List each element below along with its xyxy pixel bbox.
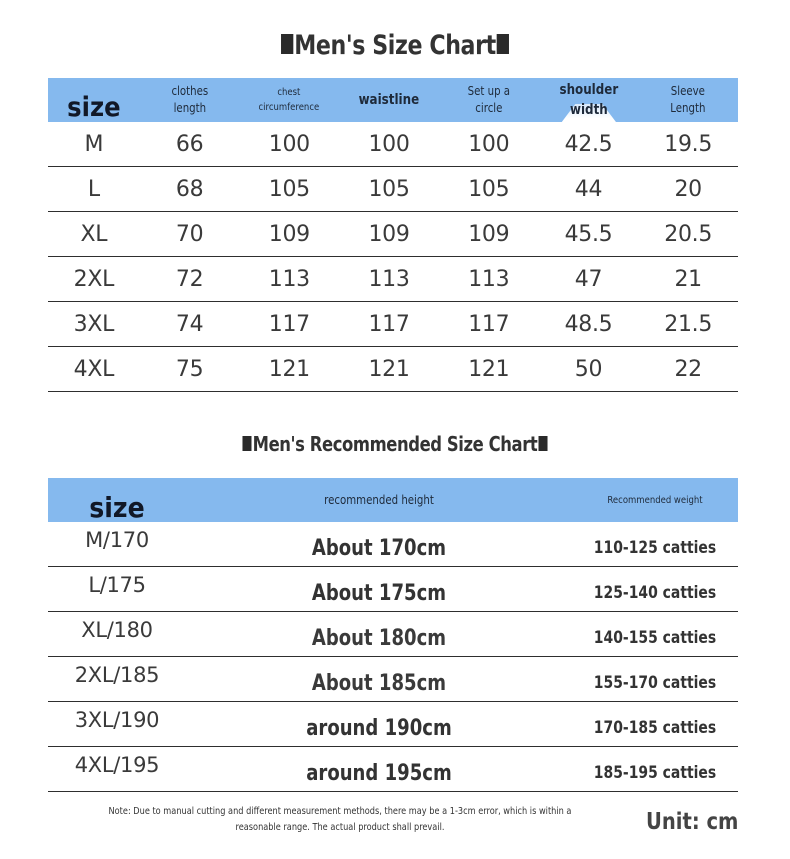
header-shoulder-line1: shoulder [559, 82, 618, 98]
cell-waistline: 121 [368, 356, 410, 382]
cell-size: M [84, 131, 104, 157]
table-row [48, 347, 738, 392]
table-row [48, 167, 738, 212]
cell-set-up-circle: 113 [468, 266, 510, 292]
cell-clothes-length: 70 [175, 221, 204, 247]
height-highlight [312, 626, 446, 651]
cell-size: 3XL [73, 311, 115, 337]
height-highlight [312, 671, 446, 696]
cell-set-up-circle: 117 [468, 311, 510, 337]
cell-chest: 117 [268, 311, 310, 337]
cell-set-up-circle: 121 [468, 356, 510, 382]
height-highlight [312, 581, 446, 606]
size-table-header [48, 78, 738, 122]
table-row [48, 612, 738, 657]
recommended-table-header [48, 478, 738, 522]
cell-weight-text: 170-185 catties [593, 718, 717, 738]
table-row [48, 567, 738, 612]
size-table [48, 78, 738, 392]
header-recommended-weight: Recommended weight [607, 494, 703, 506]
cell-chest: 121 [268, 356, 310, 382]
cell-sleeve: 21 [674, 266, 702, 292]
cell-size: L [87, 176, 100, 202]
cell-height-text: around 190cm [306, 715, 452, 741]
header-clothes-length [147, 83, 232, 117]
height-highlight [306, 716, 451, 741]
table-row [48, 747, 738, 792]
cell-size: L/175 [88, 573, 146, 597]
size-chart-title [71, 30, 719, 61]
cell-sleeve: 20.5 [664, 221, 713, 247]
cell-shoulder: 45.5 [564, 221, 613, 247]
cell-weight-text: 140-155 catties [593, 628, 717, 648]
table-row [48, 257, 738, 302]
cell-size: 3XL/190 [74, 708, 160, 732]
cell-chest: 105 [268, 176, 310, 202]
cell-size: 2XL/185 [74, 663, 160, 687]
weight-highlight [594, 718, 716, 738]
missing-glyph-icon [243, 436, 252, 451]
header-sleeve-line1: Sleeve [671, 84, 706, 98]
cell-waistline: 109 [368, 221, 410, 247]
cell-waistline: 100 [368, 131, 410, 157]
missing-glyph-icon [497, 34, 509, 54]
cell-height-text: About 185cm [311, 670, 447, 696]
cell-weight: 125-140 catties [593, 583, 717, 603]
cell-waistline: 117 [368, 311, 410, 337]
cell-waistline: 113 [368, 266, 410, 292]
header-set-up-circle [446, 83, 531, 117]
cell-weight-text: 155-170 catties [593, 673, 717, 693]
weight-highlight [594, 673, 716, 693]
header-set-up-circle-line2: circle [475, 101, 503, 115]
cell-height [221, 708, 538, 741]
cell-size: 4XL/195 [74, 753, 160, 777]
cell-height-text: About 180cm [311, 625, 447, 651]
cell-shoulder: 47 [574, 266, 603, 292]
cell-sleeve: 22 [674, 356, 702, 382]
header-sleeve-length [646, 83, 731, 117]
cell-clothes-length: 68 [175, 176, 204, 202]
measurement-note: Note: Due to manual cutting and different measurement methods, there may be a 1-3cm error, which is within a reasonable range. The actual product shall prevail. [108, 806, 572, 833]
cell-chest: 100 [268, 131, 310, 157]
table-row [48, 702, 738, 747]
cell-set-up-circle: 100 [468, 131, 510, 157]
cell-weight [587, 710, 723, 738]
cell-shoulder: 50 [574, 356, 603, 382]
cell-height-text: About 175cm [311, 580, 447, 606]
cell-clothes-length: 74 [175, 311, 204, 337]
header-clothes-length-line1: clothes [171, 84, 208, 98]
weight-highlight [594, 628, 716, 648]
cell-size: 2XL [73, 266, 115, 292]
table-row [48, 212, 738, 257]
header-shoulder-width [546, 78, 631, 122]
cell-sleeve: 21.5 [664, 311, 713, 337]
cell-height [221, 663, 538, 696]
cell-height: About 170cm [311, 535, 447, 561]
header-chest [247, 85, 332, 115]
cell-chest: 113 [268, 266, 310, 292]
cell-waistline: 105 [368, 176, 410, 202]
cell-weight: 185-195 catties [593, 763, 717, 783]
cell-size: XL/180 [81, 618, 153, 642]
table-row [48, 302, 738, 347]
header-waistline: waistline [358, 91, 420, 108]
header-set-up-circle-line1: Set up a [467, 84, 510, 98]
cell-set-up-circle: 105 [468, 176, 510, 202]
cell-height [221, 618, 538, 651]
table-row [48, 522, 738, 567]
missing-glyph-icon [538, 436, 547, 451]
header-shoulder-line2: width [569, 102, 608, 118]
cell-chest: 109 [268, 221, 310, 247]
cell-sleeve: 20 [674, 176, 702, 202]
recommended-size-table [48, 478, 738, 792]
table-row [48, 122, 738, 167]
cell-size: M/170 [85, 528, 149, 552]
cell-weight [587, 665, 723, 693]
header-size: size [67, 91, 121, 123]
recommended-chart-title-text: Men's Recommended Size Chart [252, 432, 538, 456]
header-size: size [89, 490, 145, 524]
header-sleeve-line2: Length [670, 101, 706, 115]
size-chart-title-text: Men's Size Chart [294, 30, 496, 61]
cell-sleeve: 19.5 [664, 131, 713, 157]
unit-label: Unit: cm [646, 809, 739, 835]
cell-clothes-length: 72 [175, 266, 204, 292]
header-clothes-length-line2: length [173, 101, 206, 115]
cell-height: around 195cm [306, 760, 452, 786]
cell-shoulder: 42.5 [564, 131, 613, 157]
cell-shoulder: 48.5 [564, 311, 613, 337]
cell-size: XL [80, 221, 108, 247]
header-recommended-height: recommended height [324, 493, 434, 507]
header-chest-line1: chest [277, 87, 301, 98]
recommended-chart-title [71, 432, 719, 456]
cell-height [221, 573, 538, 606]
cell-size: 4XL [73, 356, 115, 382]
cell-set-up-circle: 109 [468, 221, 510, 247]
table-row [48, 657, 738, 702]
cell-clothes-length: 75 [175, 356, 204, 382]
cell-weight: 110-125 catties [593, 538, 717, 558]
cell-shoulder: 44 [574, 176, 603, 202]
header-chest-line2: circumference [258, 102, 320, 113]
cell-weight [587, 620, 723, 648]
cell-clothes-length: 66 [175, 131, 204, 157]
missing-glyph-icon [281, 34, 293, 54]
